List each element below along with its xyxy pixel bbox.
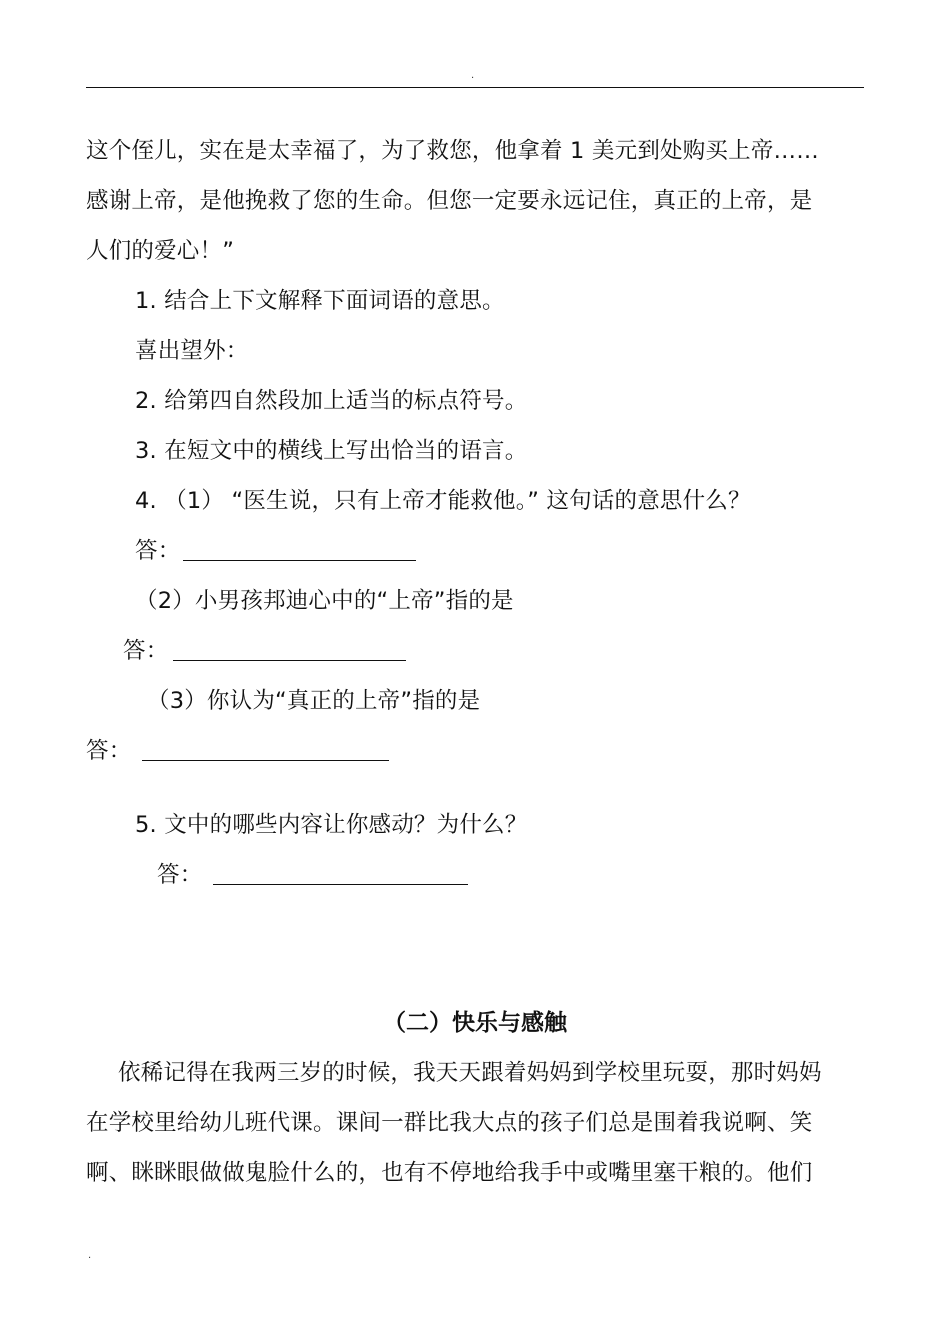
footer-mark: . xyxy=(88,1250,92,1261)
section-2-line-3: 啊、眯眯眼做做鬼脸什么的，也有不停地给我手中或嘴里塞干粮的。他们 xyxy=(86,1160,813,1186)
story-line-1: 这个侄儿，实在是太幸福了，为了救您，他拿着 1 美元到处购买上帝…… xyxy=(86,138,819,164)
story-line-3: 人们的爱心！” xyxy=(86,238,235,264)
section-2-line-2: 在学校里给幼儿班代课。课间一群比我大点的孩子们总是围着我说啊、笑 xyxy=(86,1110,813,1136)
question-1: 1. 结合上下文解释下面词语的意思。 xyxy=(135,288,505,314)
header-rule xyxy=(86,87,864,88)
section-2-title: （二）快乐与感触 xyxy=(383,1010,567,1036)
header-mark: . xyxy=(471,70,475,81)
answer-4-1-label: 答： xyxy=(135,538,181,564)
question-4-1: 4. （1） “医生说，只有上帝才能救他。” 这句话的意思什么？ xyxy=(135,488,751,514)
story-line-2: 感谢上帝，是他挽救了您的生命。但您一定要永远记住，真正的上帝，是 xyxy=(86,188,813,214)
answer-4-2-label: 答： xyxy=(123,638,169,664)
section-2-line-1: 依稀记得在我两三岁的时候，我天天跟着妈妈到学校里玩耍，那时妈妈 xyxy=(118,1060,822,1086)
answer-5-label: 答： xyxy=(157,862,203,888)
answer-4-3-label: 答： xyxy=(86,738,132,764)
question-5: 5. 文中的哪些内容让你感动？为什么？ xyxy=(135,812,528,838)
question-1-term: 喜出望外： xyxy=(135,338,249,364)
answer-4-1-blank[interactable] xyxy=(183,560,416,561)
answer-4-3-blank[interactable] xyxy=(142,760,389,761)
question-4-3: （3）你认为“真正的上帝”指的是 xyxy=(147,688,481,714)
answer-4-2-blank[interactable] xyxy=(173,660,406,661)
question-4-2: （2）小男孩邦迪心中的“上帝”指的是 xyxy=(135,588,514,614)
question-3: 3. 在短文中的横线上写出恰当的语言。 xyxy=(135,438,528,464)
answer-5-blank[interactable] xyxy=(213,884,468,885)
question-2: 2. 给第四自然段加上适当的标点符号。 xyxy=(135,388,528,414)
